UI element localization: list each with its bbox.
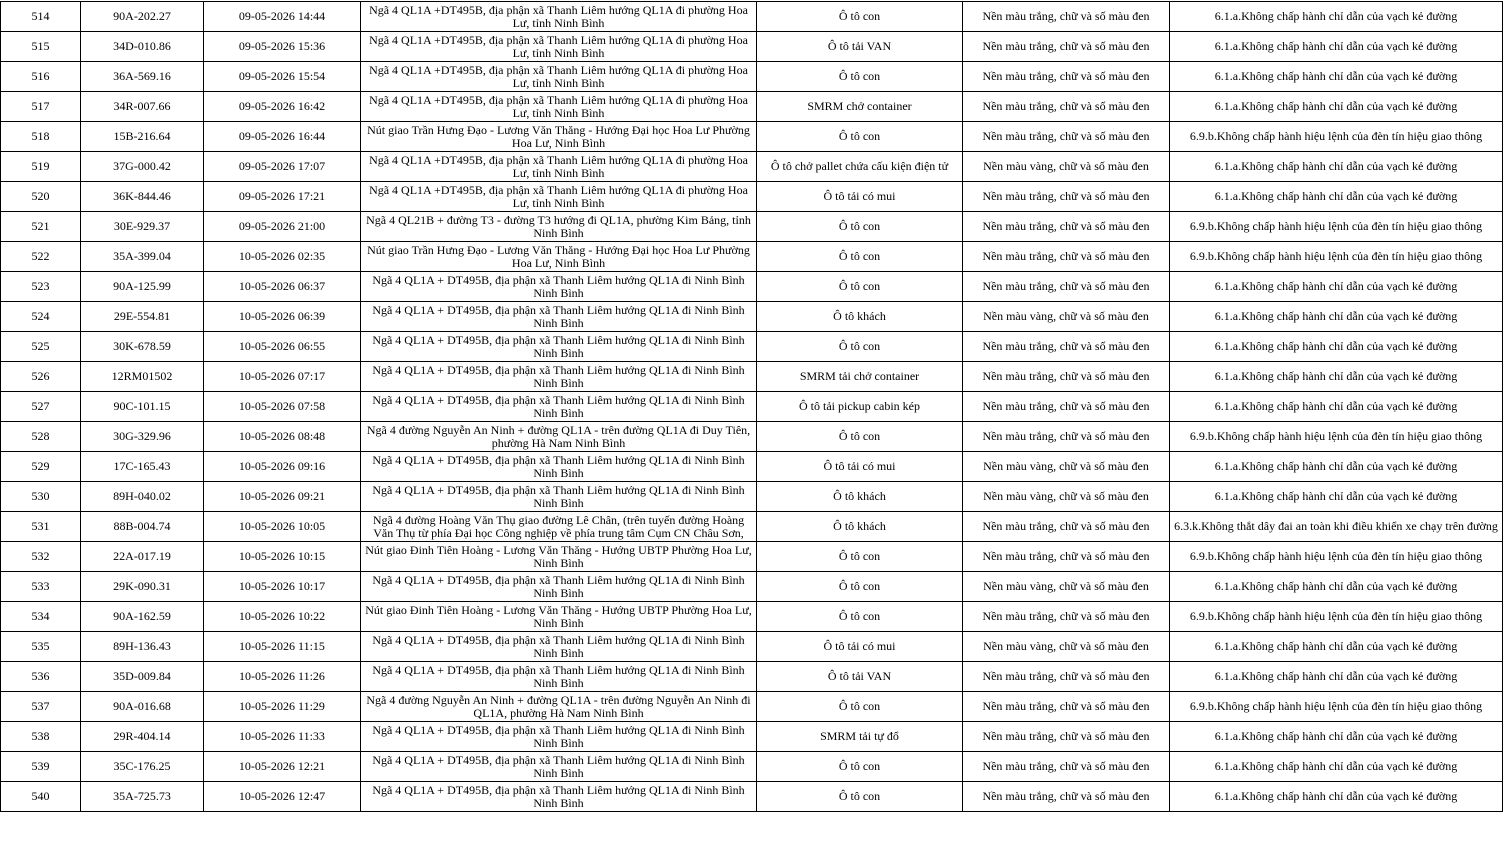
location-cell	[361, 722, 757, 752]
vehicle-type-cell: Ô tô con	[757, 692, 963, 722]
row-number-cell: 519	[1, 152, 81, 182]
timestamp-cell: 09-05-2026 16:44	[204, 122, 361, 152]
location-cell	[361, 572, 757, 602]
license-plate-cell: 29E-554.81	[81, 302, 204, 332]
location-cell	[361, 272, 757, 302]
violation-cell: 6.1.a.Không chấp hành chỉ dẫn của vạch kẻ đường	[1170, 32, 1503, 62]
timestamp-cell: 10-05-2026 10:22	[204, 602, 361, 632]
table-row	[1, 182, 1503, 212]
row-number-cell: 534	[1, 602, 81, 632]
plate-color-cell: Nền màu trắng, chữ và số màu đen	[963, 542, 1170, 572]
location-cell	[361, 242, 757, 272]
location-text: Ngã 4 QL1A + DT495B, địa phận xã Thanh Liêm hướng QL1A đi Ninh Bình Ninh Bình	[372, 333, 745, 360]
violation-cell: 6.1.a.Không chấp hành chỉ dẫn của vạch kẻ đường	[1170, 392, 1503, 422]
location-cell	[361, 152, 757, 182]
table-row	[1, 272, 1503, 302]
vehicle-type-cell: Ô tô tải có mui	[757, 182, 963, 212]
location-text: Ngã 4 QL1A + DT495B, địa phận xã Thanh Liêm hướng QL1A đi Ninh Bình Ninh Bình	[372, 453, 745, 480]
timestamp-cell: 09-05-2026 17:21	[204, 182, 361, 212]
row-number-cell: 537	[1, 692, 81, 722]
license-plate-cell: 90A-202.27	[81, 2, 204, 32]
plate-color-cell: Nền màu trắng, chữ và số màu đen	[963, 362, 1170, 392]
location-text: Ngã 4 QL1A +DT495B, địa phận xã Thanh Liêm hướng QL1A đi phường Hoa Lư, tỉnh Ninh Bình	[369, 153, 748, 180]
table-row	[1, 632, 1503, 662]
license-plate-cell: 35D-009.84	[81, 662, 204, 692]
table-row	[1, 122, 1503, 152]
row-number-cell: 528	[1, 422, 81, 452]
table-row	[1, 62, 1503, 92]
license-plate-cell: 12RM01502	[81, 362, 204, 392]
vehicle-type-cell: Ô tô con	[757, 122, 963, 152]
location-text: Ngã 4 QL1A + DT495B, địa phận xã Thanh Liêm hướng QL1A đi Ninh Bình Ninh Bình	[372, 663, 745, 690]
location-cell	[361, 2, 757, 32]
violation-cell: 6.1.a.Không chấp hành chỉ dẫn của vạch kẻ đường	[1170, 2, 1503, 32]
plate-color-cell: Nền màu trắng, chữ và số màu đen	[963, 2, 1170, 32]
table-row	[1, 752, 1503, 782]
location-cell	[361, 302, 757, 332]
license-plate-cell: 35A-399.04	[81, 242, 204, 272]
vehicle-type-cell: Ô tô tải có mui	[757, 632, 963, 662]
row-number-cell: 529	[1, 452, 81, 482]
location-text: Ngã 4 đường Nguyễn An Ninh + đường QL1A - trên đường QL1A đi Duy Tiên, phường Hà Nam Ninh Bình	[366, 423, 751, 450]
timestamp-cell: 10-05-2026 08:48	[204, 422, 361, 452]
violation-cell: 6.1.a.Không chấp hành chỉ dẫn của vạch kẻ đường	[1170, 92, 1503, 122]
table-row	[1, 212, 1503, 242]
violation-cell: 6.9.b.Không chấp hành hiệu lệnh của đèn tín hiệu giao thông	[1170, 692, 1503, 722]
location-cell	[361, 782, 757, 812]
row-number-cell: 525	[1, 332, 81, 362]
plate-color-cell: Nền màu trắng, chữ và số màu đen	[963, 752, 1170, 782]
plate-color-cell: Nền màu trắng, chữ và số màu đen	[963, 242, 1170, 272]
timestamp-cell: 10-05-2026 10:05	[204, 512, 361, 542]
location-cell	[361, 662, 757, 692]
violation-cell: 6.1.a.Không chấp hành chỉ dẫn của vạch kẻ đường	[1170, 62, 1503, 92]
table-row	[1, 572, 1503, 602]
row-number-cell: 517	[1, 92, 81, 122]
location-text: Nút giao Đinh Tiên Hoàng - Lương Văn Thăng - Hướng UBTP Phường Hoa Lư, Ninh Bình	[365, 603, 752, 630]
violation-cell: 6.1.a.Không chấp hành chỉ dẫn của vạch kẻ đường	[1170, 722, 1503, 752]
license-plate-cell: 30K-678.59	[81, 332, 204, 362]
location-cell	[361, 602, 757, 632]
violation-cell: 6.9.b.Không chấp hành hiệu lệnh của đèn tín hiệu giao thông	[1170, 122, 1503, 152]
vehicle-type-cell: Ô tô tải VAN	[757, 32, 963, 62]
row-number-cell: 520	[1, 182, 81, 212]
plate-color-cell: Nền màu trắng, chữ và số màu đen	[963, 662, 1170, 692]
table-row	[1, 332, 1503, 362]
table-row	[1, 302, 1503, 332]
violation-cell: 6.1.a.Không chấp hành chỉ dẫn của vạch kẻ đường	[1170, 302, 1503, 332]
vehicle-type-cell: Ô tô con	[757, 2, 963, 32]
location-text: Ngã 4 QL1A + DT495B, địa phận xã Thanh Liêm hướng QL1A đi Ninh Bình Ninh Bình	[372, 393, 745, 420]
timestamp-cell: 10-05-2026 12:47	[204, 782, 361, 812]
plate-color-cell: Nền màu trắng, chữ và số màu đen	[963, 212, 1170, 242]
timestamp-cell: 10-05-2026 11:15	[204, 632, 361, 662]
location-text: Ngã 4 QL1A + DT495B, địa phận xã Thanh Liêm hướng QL1A đi Ninh Bình Ninh Bình	[372, 303, 745, 330]
plate-color-cell: Nền màu vàng, chữ và số màu đen	[963, 452, 1170, 482]
table-row	[1, 542, 1503, 572]
vehicle-type-cell: Ô tô con	[757, 752, 963, 782]
timestamp-cell: 10-05-2026 09:21	[204, 482, 361, 512]
plate-color-cell: Nền màu trắng, chữ và số màu đen	[963, 512, 1170, 542]
location-text: Ngã 4 QL1A + DT495B, địa phận xã Thanh Liêm hướng QL1A đi Ninh Bình Ninh Bình	[372, 273, 745, 300]
violation-cell: 6.9.b.Không chấp hành hiệu lệnh của đèn tín hiệu giao thông	[1170, 242, 1503, 272]
row-number-cell: 527	[1, 392, 81, 422]
location-cell	[361, 422, 757, 452]
location-cell	[361, 182, 757, 212]
table-row	[1, 452, 1503, 482]
plate-color-cell: Nền màu trắng, chữ và số màu đen	[963, 182, 1170, 212]
timestamp-cell: 10-05-2026 10:15	[204, 542, 361, 572]
vehicle-type-cell: Ô tô khách	[757, 302, 963, 332]
row-number-cell: 531	[1, 512, 81, 542]
timestamp-cell: 10-05-2026 10:17	[204, 572, 361, 602]
row-number-cell: 538	[1, 722, 81, 752]
violation-cell: 6.1.a.Không chấp hành chỉ dẫn của vạch kẻ đường	[1170, 272, 1503, 302]
timestamp-cell: 10-05-2026 06:37	[204, 272, 361, 302]
row-number-cell: 518	[1, 122, 81, 152]
location-cell	[361, 692, 757, 722]
plate-color-cell: Nền màu trắng, chữ và số màu đen	[963, 722, 1170, 752]
timestamp-cell: 10-05-2026 11:29	[204, 692, 361, 722]
plate-color-cell: Nền màu trắng, chữ và số màu đen	[963, 32, 1170, 62]
timestamp-cell: 09-05-2026 15:36	[204, 32, 361, 62]
table-row	[1, 482, 1503, 512]
plate-color-cell: Nền màu trắng, chữ và số màu đen	[963, 692, 1170, 722]
row-number-cell: 526	[1, 362, 81, 392]
violation-cell: 6.1.a.Không chấp hành chỉ dẫn của vạch kẻ đường	[1170, 452, 1503, 482]
vehicle-type-cell: Ô tô tải pickup cabin kép	[757, 392, 963, 422]
license-plate-cell: 29R-404.14	[81, 722, 204, 752]
table-row	[1, 602, 1503, 632]
location-text: Ngã 4 QL1A + DT495B, địa phận xã Thanh Liêm hướng QL1A đi Ninh Bình Ninh Bình	[372, 573, 745, 600]
timestamp-cell: 10-05-2026 11:33	[204, 722, 361, 752]
location-cell	[361, 752, 757, 782]
timestamp-cell: 09-05-2026 21:00	[204, 212, 361, 242]
location-cell	[361, 32, 757, 62]
row-number-cell: 533	[1, 572, 81, 602]
plate-color-cell: Nền màu trắng, chữ và số màu đen	[963, 92, 1170, 122]
location-cell	[361, 122, 757, 152]
location-cell	[361, 632, 757, 662]
location-text: Nút giao Trần Hưng Đạo - Lương Văn Thăng - Hướng Đại học Hoa Lư Phường Hoa Lư, Ninh Bình	[367, 123, 750, 150]
plate-color-cell: Nền màu vàng, chữ và số màu đen	[963, 572, 1170, 602]
row-number-cell: 521	[1, 212, 81, 242]
row-number-cell: 535	[1, 632, 81, 662]
vehicle-type-cell: Ô tô khách	[757, 482, 963, 512]
location-text: Ngã 4 QL1A + DT495B, địa phận xã Thanh Liêm hướng QL1A đi Ninh Bình Ninh Bình	[372, 633, 745, 660]
row-number-cell: 539	[1, 752, 81, 782]
license-plate-cell: 35C-176.25	[81, 752, 204, 782]
violation-cell: 6.9.b.Không chấp hành hiệu lệnh của đèn tín hiệu giao thông	[1170, 422, 1503, 452]
location-text: Ngã 4 QL1A + DT495B, địa phận xã Thanh Liêm hướng QL1A đi Ninh Bình Ninh Bình	[372, 753, 745, 780]
table-row	[1, 362, 1503, 392]
license-plate-cell: 89H-136.43	[81, 632, 204, 662]
license-plate-cell: 34D-010.86	[81, 32, 204, 62]
location-cell	[361, 392, 757, 422]
vehicle-type-cell: Ô tô con	[757, 542, 963, 572]
license-plate-cell: 90A-125.99	[81, 272, 204, 302]
location-text: Ngã 4 QL21B + đường T3 - đường T3 hướng đi QL1A, phường Kim Bảng, tỉnh Ninh Bình	[366, 213, 751, 240]
license-plate-cell: 15B-216.64	[81, 122, 204, 152]
license-plate-cell: 37G-000.42	[81, 152, 204, 182]
vehicle-type-cell: Ô tô con	[757, 242, 963, 272]
row-number-cell: 524	[1, 302, 81, 332]
license-plate-cell: 34R-007.66	[81, 92, 204, 122]
timestamp-cell: 10-05-2026 11:26	[204, 662, 361, 692]
location-text: Ngã 4 QL1A +DT495B, địa phận xã Thanh Liêm hướng QL1A đi phường Hoa Lư, tỉnh Ninh Bình	[369, 63, 748, 90]
license-plate-cell: 30E-929.37	[81, 212, 204, 242]
timestamp-cell: 09-05-2026 14:44	[204, 2, 361, 32]
location-cell	[361, 362, 757, 392]
location-text: Ngã 4 QL1A +DT495B, địa phận xã Thanh Liêm hướng QL1A đi phường Hoa Lư, tỉnh Ninh Bình	[369, 183, 748, 210]
timestamp-cell: 09-05-2026 15:54	[204, 62, 361, 92]
table-row	[1, 722, 1503, 752]
plate-color-cell: Nền màu trắng, chữ và số màu đen	[963, 62, 1170, 92]
row-number-cell: 540	[1, 782, 81, 812]
violation-cell: 6.1.a.Không chấp hành chỉ dẫn của vạch kẻ đường	[1170, 482, 1503, 512]
license-plate-cell: 90A-016.68	[81, 692, 204, 722]
location-text: Ngã 4 QL1A + DT495B, địa phận xã Thanh Liêm hướng QL1A đi Ninh Bình Ninh Bình	[372, 723, 745, 750]
timestamp-cell: 10-05-2026 06:55	[204, 332, 361, 362]
plate-color-cell: Nền màu vàng, chữ và số màu đen	[963, 632, 1170, 662]
row-number-cell: 532	[1, 542, 81, 572]
violation-cell: 6.1.a.Không chấp hành chỉ dẫn của vạch kẻ đường	[1170, 152, 1503, 182]
violation-cell: 6.1.a.Không chấp hành chỉ dẫn của vạch kẻ đường	[1170, 332, 1503, 362]
vehicle-type-cell: Ô tô con	[757, 272, 963, 302]
table-row	[1, 2, 1503, 32]
timestamp-cell: 10-05-2026 06:39	[204, 302, 361, 332]
timestamp-cell: 10-05-2026 12:21	[204, 752, 361, 782]
license-plate-cell: 35A-725.73	[81, 782, 204, 812]
location-cell	[361, 482, 757, 512]
row-number-cell: 514	[1, 2, 81, 32]
vehicle-type-cell: SMRM chở container	[757, 92, 963, 122]
vehicle-type-cell: Ô tô chở pallet chứa cấu kiện điện tử	[757, 152, 963, 182]
location-cell	[361, 542, 757, 572]
timestamp-cell: 09-05-2026 17:07	[204, 152, 361, 182]
license-plate-cell: 36A-569.16	[81, 62, 204, 92]
location-text: Ngã 4 QL1A +DT495B, địa phận xã Thanh Liêm hướng QL1A đi phường Hoa Lư, tỉnh Ninh Bình	[369, 33, 748, 60]
violation-cell: 6.3.k.Không thắt dây đai an toàn khi điều khiển xe chạy trên đường	[1170, 512, 1503, 542]
location-text: Ngã 4 QL1A + DT495B, địa phận xã Thanh Liêm hướng QL1A đi Ninh Bình Ninh Bình	[372, 363, 745, 390]
row-number-cell: 523	[1, 272, 81, 302]
license-plate-cell: 30G-329.96	[81, 422, 204, 452]
vehicle-type-cell: Ô tô con	[757, 62, 963, 92]
license-plate-cell: 90A-162.59	[81, 602, 204, 632]
violation-table	[0, 1, 1503, 812]
row-number-cell: 530	[1, 482, 81, 512]
timestamp-cell: 09-05-2026 16:42	[204, 92, 361, 122]
plate-color-cell: Nền màu trắng, chữ và số màu đen	[963, 392, 1170, 422]
plate-color-cell: Nền màu vàng, chữ và số màu đen	[963, 302, 1170, 332]
vehicle-type-cell: Ô tô con	[757, 572, 963, 602]
vehicle-type-cell: Ô tô con	[757, 212, 963, 242]
plate-color-cell: Nền màu trắng, chữ và số màu đen	[963, 332, 1170, 362]
violation-cell: 6.1.a.Không chấp hành chỉ dẫn của vạch kẻ đường	[1170, 662, 1503, 692]
violation-cell: 6.1.a.Không chấp hành chỉ dẫn của vạch kẻ đường	[1170, 632, 1503, 662]
row-number-cell: 536	[1, 662, 81, 692]
location-text: Ngã 4 QL1A +DT495B, địa phận xã Thanh Liêm hướng QL1A đi phường Hoa Lư, tỉnh Ninh Bình	[369, 3, 748, 30]
table-row	[1, 692, 1503, 722]
violation-cell: 6.9.b.Không chấp hành hiệu lệnh của đèn tín hiệu giao thông	[1170, 542, 1503, 572]
location-text: Ngã 4 QL1A + DT495B, địa phận xã Thanh Liêm hướng QL1A đi Ninh Bình Ninh Bình	[372, 783, 745, 810]
row-number-cell: 516	[1, 62, 81, 92]
violation-cell: 6.1.a.Không chấp hành chỉ dẫn của vạch kẻ đường	[1170, 782, 1503, 812]
timestamp-cell: 10-05-2026 09:16	[204, 452, 361, 482]
location-text: Ngã 4 QL1A + DT495B, địa phận xã Thanh Liêm hướng QL1A đi Ninh Bình Ninh Bình	[372, 483, 745, 510]
location-text: Ngã 4 QL1A +DT495B, địa phận xã Thanh Liêm hướng QL1A đi phường Hoa Lư, tỉnh Ninh Bình	[369, 93, 748, 120]
vehicle-type-cell: Ô tô khách	[757, 512, 963, 542]
plate-color-cell: Nền màu vàng, chữ và số màu đen	[963, 152, 1170, 182]
plate-color-cell: Nền màu vàng, chữ và số màu đen	[963, 482, 1170, 512]
location-cell	[361, 512, 757, 542]
location-cell	[361, 332, 757, 362]
timestamp-cell: 10-05-2026 07:58	[204, 392, 361, 422]
table-row	[1, 512, 1503, 542]
plate-color-cell: Nền màu trắng, chữ và số màu đen	[963, 602, 1170, 632]
location-text: Ngã 4 đường Hoàng Văn Thụ giao đường Lê Chân, (trên tuyến đường Hoàng Văn Thụ từ phía Đại học Công nghiệp về phía trung tâm Cụm CN Châu Sơn,	[372, 513, 745, 540]
vehicle-type-cell: Ô tô tải VAN	[757, 662, 963, 692]
violation-cell: 6.1.a.Không chấp hành chỉ dẫn của vạch kẻ đường	[1170, 572, 1503, 602]
location-cell	[361, 452, 757, 482]
row-number-cell: 522	[1, 242, 81, 272]
violation-cell: 6.1.a.Không chấp hành chỉ dẫn của vạch kẻ đường	[1170, 182, 1503, 212]
violation-cell: 6.1.a.Không chấp hành chỉ dẫn của vạch kẻ đường	[1170, 362, 1503, 392]
location-text: Nút giao Đinh Tiên Hoàng - Lương Văn Thăng - Hướng UBTP Phường Hoa Lư, Ninh Bình	[365, 543, 752, 570]
table-body	[1, 2, 1503, 812]
plate-color-cell: Nền màu trắng, chữ và số màu đen	[963, 422, 1170, 452]
table-row	[1, 242, 1503, 272]
table-row	[1, 32, 1503, 62]
table-row	[1, 662, 1503, 692]
plate-color-cell: Nền màu trắng, chữ và số màu đen	[963, 272, 1170, 302]
timestamp-cell: 10-05-2026 02:35	[204, 242, 361, 272]
license-plate-cell: 17C-165.43	[81, 452, 204, 482]
location-cell	[361, 92, 757, 122]
location-cell	[361, 212, 757, 242]
vehicle-type-cell: Ô tô tải có mui	[757, 452, 963, 482]
table-row	[1, 92, 1503, 122]
violation-cell: 6.1.a.Không chấp hành chỉ dẫn của vạch kẻ đường	[1170, 752, 1503, 782]
timestamp-cell: 10-05-2026 07:17	[204, 362, 361, 392]
license-plate-cell: 36K-844.46	[81, 182, 204, 212]
table-row	[1, 392, 1503, 422]
license-plate-cell: 88B-004.74	[81, 512, 204, 542]
violation-cell: 6.9.b.Không chấp hành hiệu lệnh của đèn tín hiệu giao thông	[1170, 212, 1503, 242]
vehicle-type-cell: Ô tô con	[757, 602, 963, 632]
plate-color-cell: Nền màu trắng, chữ và số màu đen	[963, 122, 1170, 152]
location-cell	[361, 62, 757, 92]
location-text: Ngã 4 đường Nguyễn An Ninh + đường QL1A - trên đường Nguyễn An Ninh đi QL1A, phường Hà Nam Ninh Bình	[366, 693, 751, 720]
location-text: Nút giao Trần Hưng Đạo - Lương Văn Thăng - Hướng Đại học Hoa Lư Phường Hoa Lư, Ninh Bình	[367, 243, 750, 270]
table-row	[1, 782, 1503, 812]
row-number-cell: 515	[1, 32, 81, 62]
violation-cell: 6.9.b.Không chấp hành hiệu lệnh của đèn tín hiệu giao thông	[1170, 602, 1503, 632]
vehicle-type-cell: SMRM tải tự đổ	[757, 722, 963, 752]
vehicle-type-cell: SMRM tải chở container	[757, 362, 963, 392]
license-plate-cell: 22A-017.19	[81, 542, 204, 572]
table-row	[1, 152, 1503, 182]
vehicle-type-cell: Ô tô con	[757, 332, 963, 362]
vehicle-type-cell: Ô tô con	[757, 782, 963, 812]
license-plate-cell: 90C-101.15	[81, 392, 204, 422]
plate-color-cell: Nền màu trắng, chữ và số màu đen	[963, 782, 1170, 812]
table-row	[1, 422, 1503, 452]
vehicle-type-cell: Ô tô con	[757, 422, 963, 452]
license-plate-cell: 29K-090.31	[81, 572, 204, 602]
license-plate-cell: 89H-040.02	[81, 482, 204, 512]
